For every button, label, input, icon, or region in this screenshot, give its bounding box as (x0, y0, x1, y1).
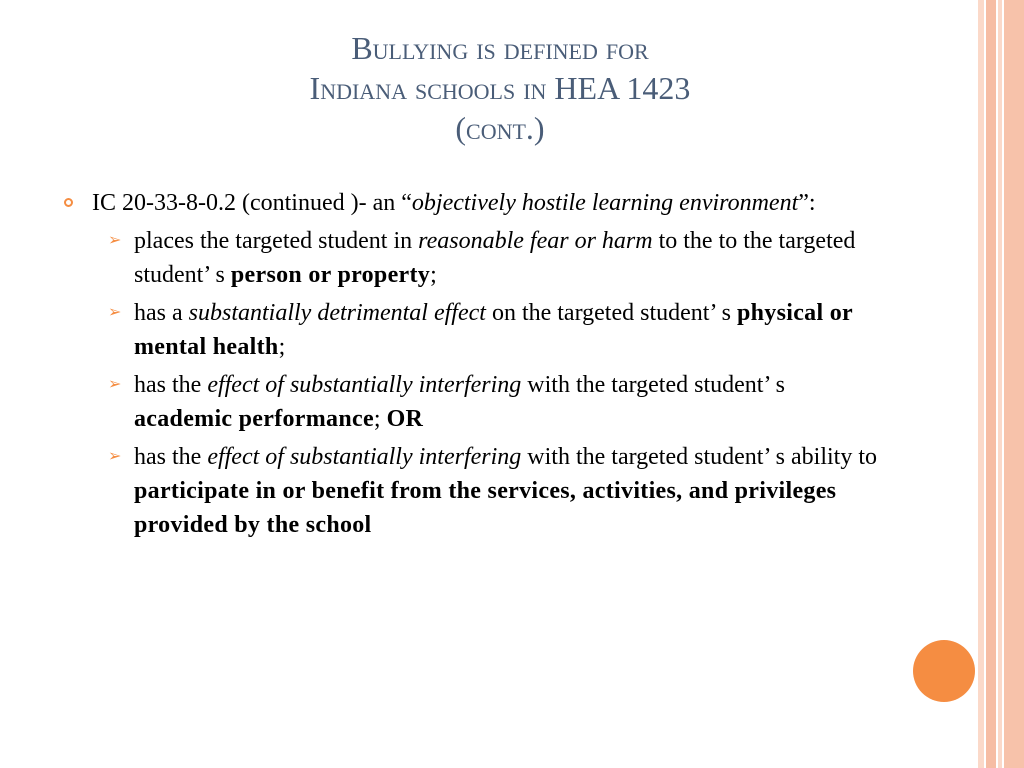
sub-bullet-3 (60, 368, 880, 436)
sub-text: has a (134, 300, 189, 326)
stripe (986, 0, 996, 768)
stripe (1004, 0, 1024, 768)
sub-bullet-4 (60, 440, 880, 542)
stripe (978, 0, 984, 768)
close-quote: ”: (798, 190, 816, 216)
stripe (998, 0, 1002, 768)
title-line-3: (cont.) (455, 110, 545, 146)
sub-italic: effect of substantially interfering (207, 444, 522, 470)
arrowhead-bullet-icon: ➢ (108, 304, 122, 321)
title-line-1: Bullying is defined for (351, 30, 649, 66)
sub-text: has the (134, 372, 208, 398)
slide-title (100, 28, 900, 148)
sub-bullet-2 (60, 296, 880, 364)
sub-bullet-1 (60, 224, 880, 292)
sub-text: ; (430, 262, 437, 288)
right-decorative-stripes (978, 0, 1024, 768)
sub-text: ; (278, 334, 286, 360)
arrowhead-bullet-icon: ➢ (108, 232, 122, 249)
sub-text: places the targeted student in (134, 228, 419, 254)
sub-bold: academic performance (134, 406, 374, 432)
slide-body (60, 186, 880, 542)
sub-bold-or: OR (386, 406, 424, 432)
main-bullet-term: objectively hostile learning environment (411, 190, 799, 216)
hollow-circle-bullet-icon (64, 198, 73, 207)
main-bullet (60, 186, 880, 220)
orange-circle-icon (913, 640, 975, 702)
sub-bold: participate in or benefit from the services, activities, and privileges provided by the school (134, 478, 837, 538)
sub-bold: physical or mental health (134, 300, 853, 360)
sub-italic: reasonable fear or harm (418, 228, 653, 254)
sub-text: with the targeted student’ s ability to (521, 444, 877, 470)
title-line-2: Indiana schools in HEA 1423 (309, 70, 691, 106)
sub-text: has the (134, 444, 208, 470)
sub-text: on the targeted student’ s (485, 300, 737, 326)
sub-text: ; (373, 406, 387, 432)
sub-text: with the targeted student’ s (521, 372, 785, 398)
arrowhead-bullet-icon: ➢ (108, 376, 122, 393)
arrowhead-bullet-icon: ➢ (108, 448, 122, 465)
open-quote: “ (401, 190, 412, 216)
sub-italic: effect of substantially interfering (207, 372, 522, 398)
main-bullet-prefix: IC 20-33-8-0.2 (continued )- an (92, 190, 402, 216)
sub-text: to the to the targeted student’ s (134, 228, 856, 288)
sub-italic: substantially detrimental effect (188, 300, 486, 326)
sub-bold: person or property (230, 262, 431, 288)
